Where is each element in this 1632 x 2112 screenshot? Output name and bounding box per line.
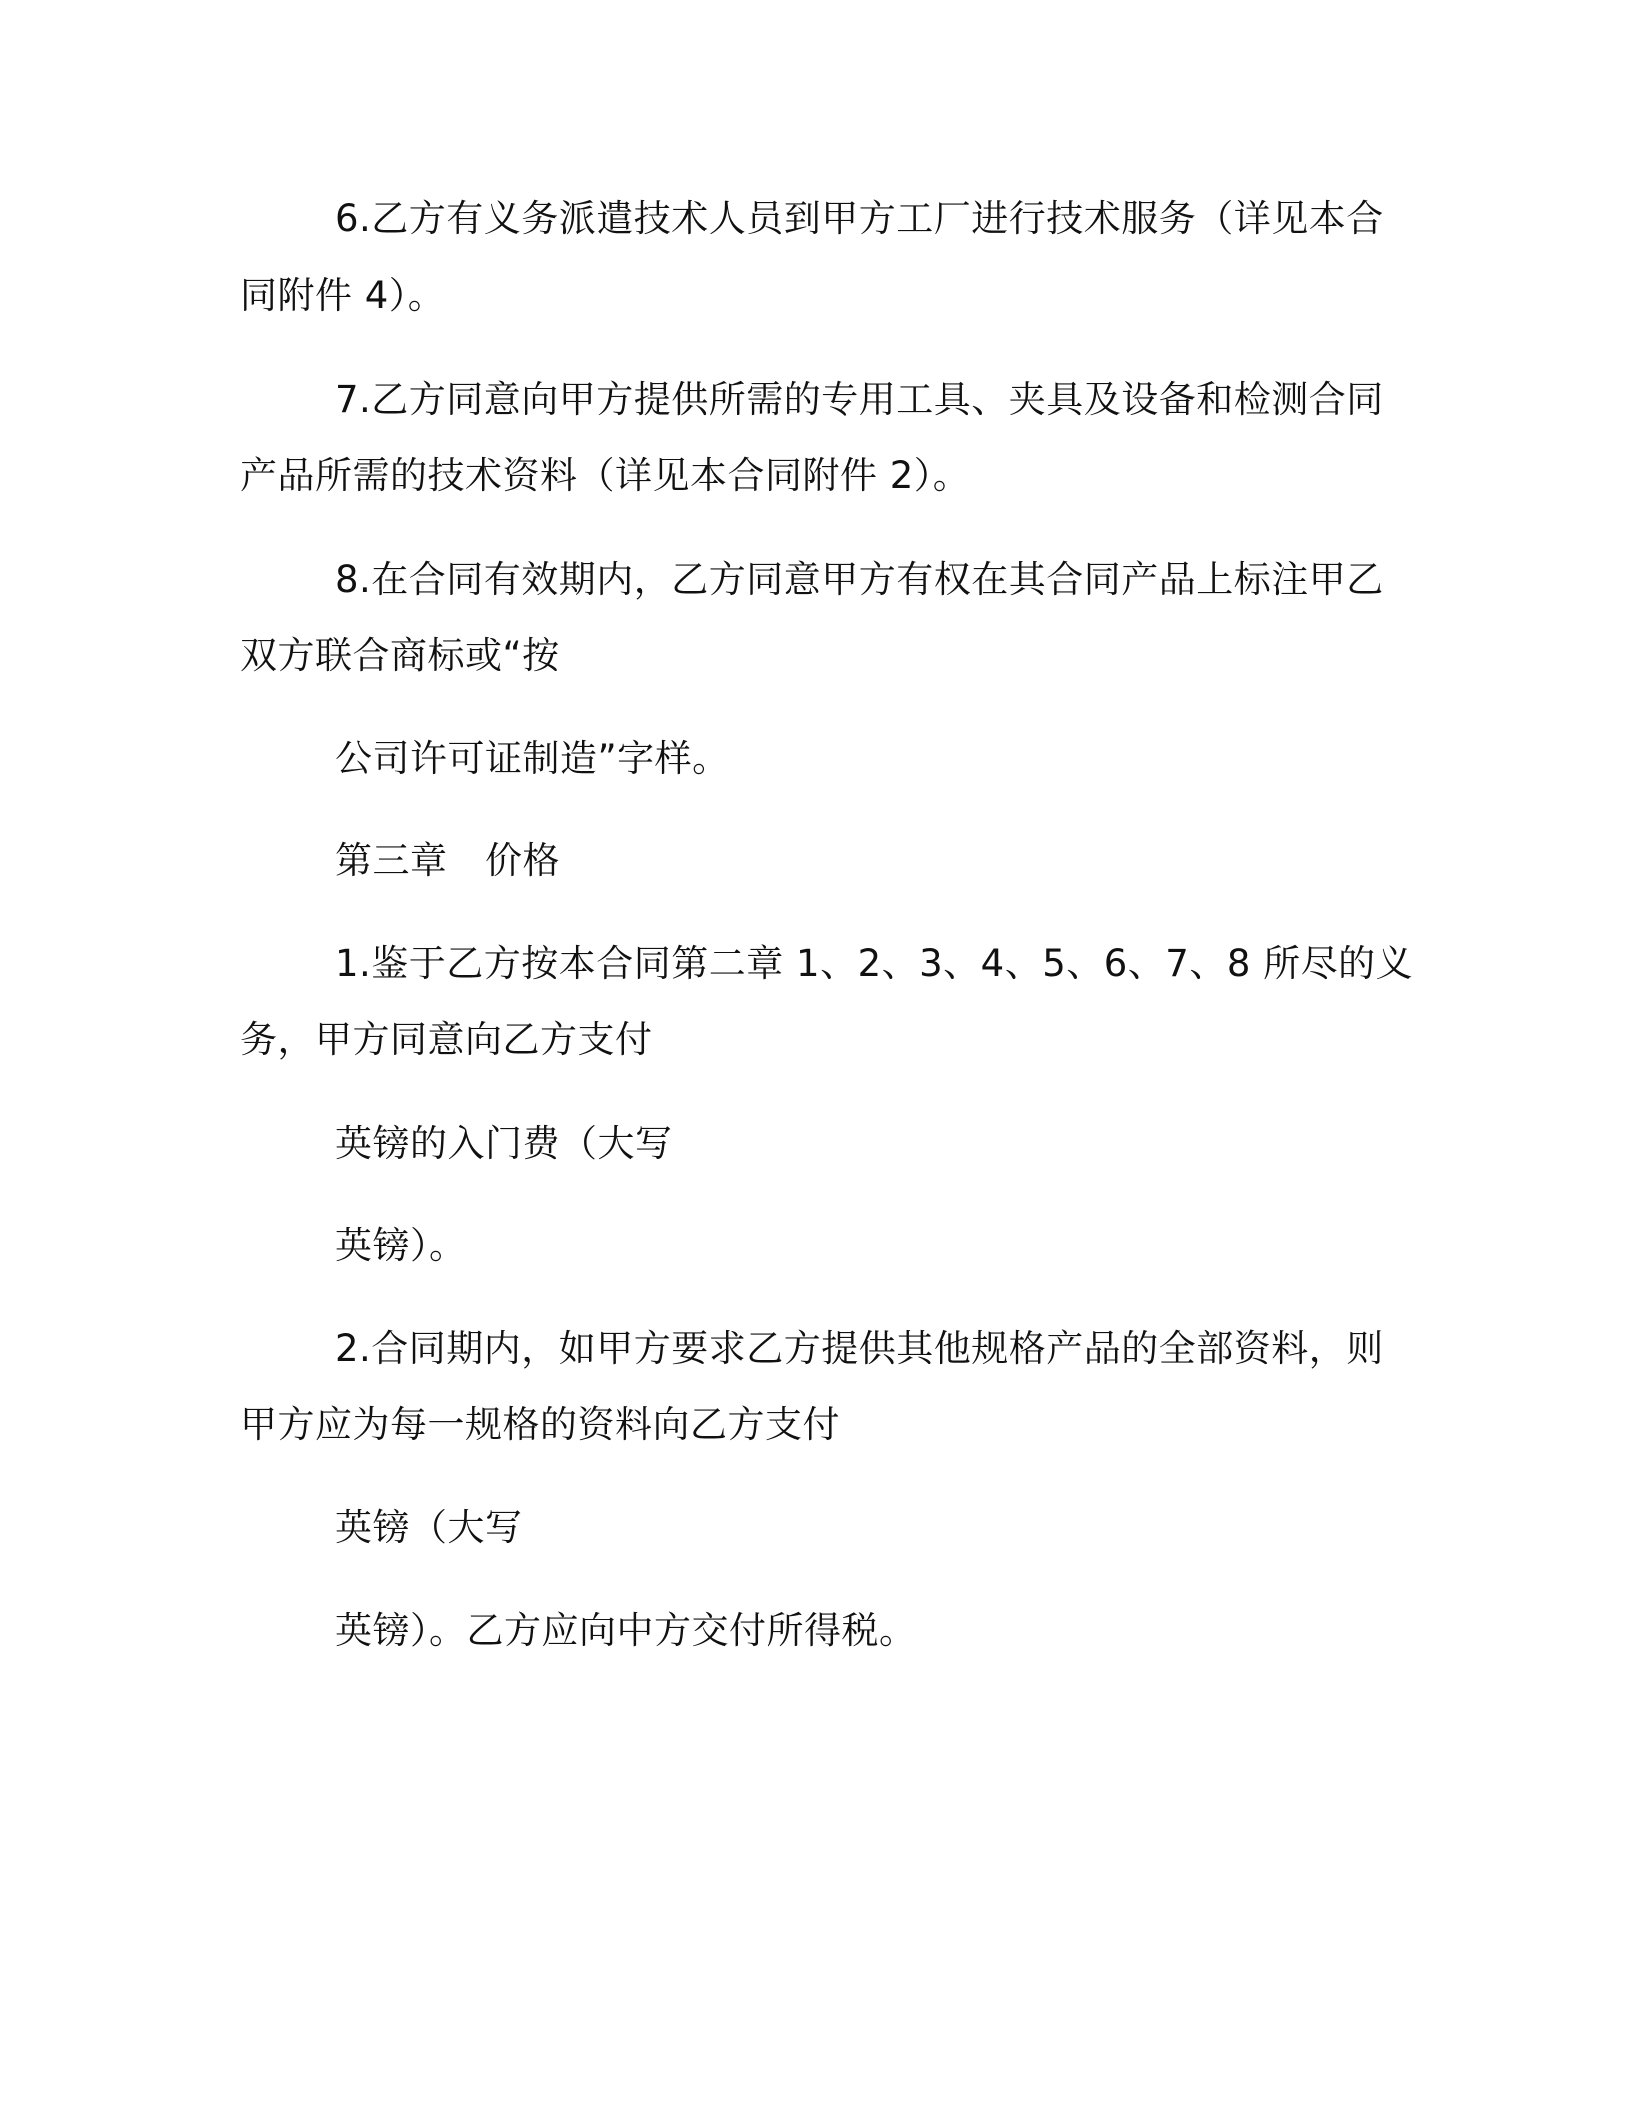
price-clause-2-line-1: 2.合同期内，如甲方要求乙方提供其他规格产品的全部资料，则 xyxy=(335,1327,1384,1370)
price-clause-2-line-3: 英镑（大写 xyxy=(335,1506,523,1549)
clause-7-line-1: 7.乙方同意向甲方提供所需的专用工具、夹具及设备和检测合同 xyxy=(335,378,1384,421)
price-clause-1-line-4: 英镑）。 xyxy=(335,1224,467,1267)
chapter-heading: 第三章 价格 xyxy=(335,839,560,882)
price-clause-2-line-2: 甲方应为每一规格的资料向乙方支付 xyxy=(240,1403,840,1446)
clause-7-line-2: 产品所需的技术资料（详见本合同附件 2）。 xyxy=(240,454,971,497)
clause-6-line-2: 同附件 4）。 xyxy=(240,274,446,317)
price-clause-1-line-3: 英镑的入门费（大写 xyxy=(335,1122,673,1165)
clause-8-line-3: 公司许可证制造”字样。 xyxy=(335,737,730,780)
clause-8-line-2: 双方联合商标或“按 xyxy=(240,634,560,677)
price-clause-1-line-1: 1.鉴于乙方按本合同第二章 1、2、3、4、5、6、7、8 所尽的义 xyxy=(335,942,1414,985)
clause-8-line-1: 8.在合同有效期内，乙方同意甲方有权在其合同产品上标注甲乙 xyxy=(335,558,1384,601)
price-clause-1-line-2: 务，甲方同意向乙方支付 xyxy=(240,1018,653,1061)
clause-6-line-1: 6.乙方有义务派遣技术人员到甲方工厂进行技术服务（详见本合 xyxy=(335,197,1384,240)
price-clause-2-line-4: 英镑）。乙方应向中方交付所得税。 xyxy=(335,1609,917,1652)
